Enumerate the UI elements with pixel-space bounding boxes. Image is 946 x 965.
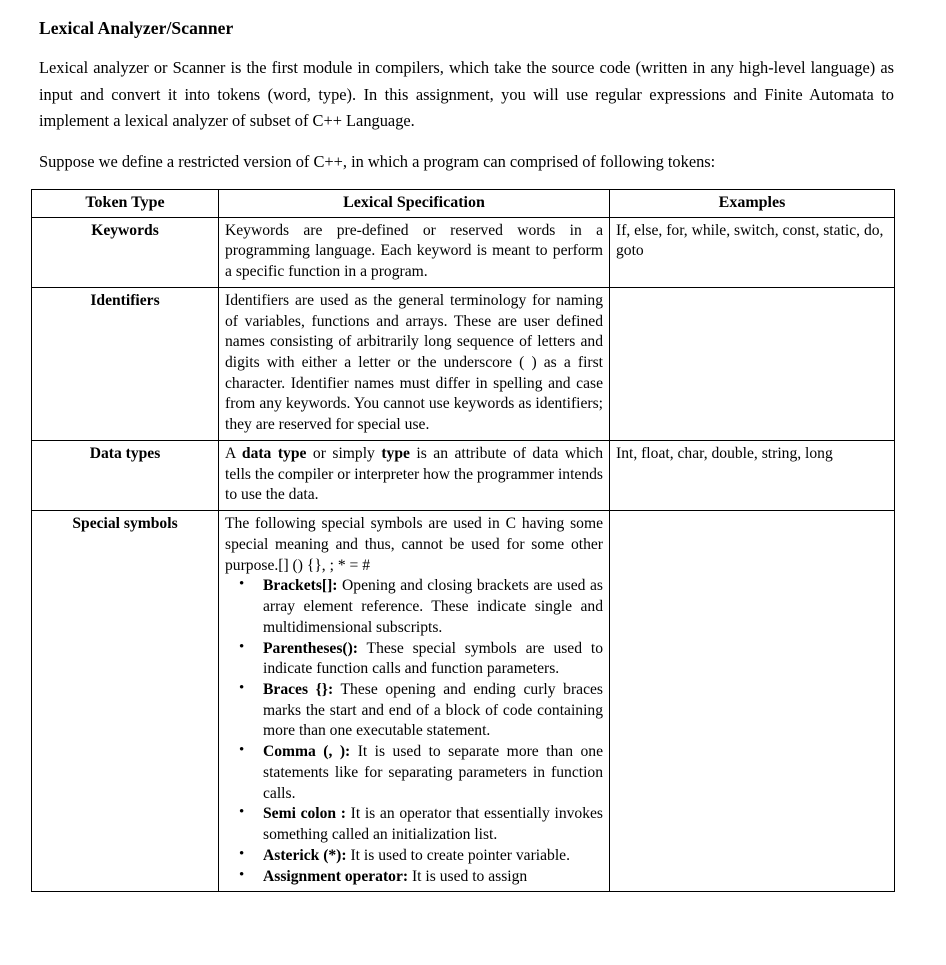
list-item: [225, 680, 603, 742]
bullet-term: Semi colon :: [263, 805, 346, 823]
cell-examples: [610, 287, 895, 440]
bullet-term: Comma (, ):: [263, 743, 351, 761]
list-item: [225, 804, 603, 845]
intro-paragraph-1: Lexical analyzer or Scanner is the first module in compilers, which take the source code (written in any high-level language) as input and convert it into tokens (word, type). In this assignment, you will use regular expressions and Finite Automata to implement a lexical analyzer of subset of C++ Language.: [39, 58, 894, 131]
spec-text-part: is an attribute of data which tells the compiler or interpreter how the programmer intends to use the data.: [225, 444, 603, 504]
list-item: [225, 867, 603, 888]
specification-text: [225, 444, 603, 506]
bullet-term: Braces {}:: [263, 681, 334, 698]
cell-specification: Identifiers are used as the general terminology for naming of variables, functions and arrays. These are user defined names consisting of arbitrarily long sequence of letters and digits with either a letter or the underscore ( ) as a first character. Identifier names must differ in spelling and case from any keywords. You cannot use keywords as identifiers; they are reserved for special use.: [219, 287, 610, 440]
bullet-icon: •: [239, 845, 245, 862]
table-row: [32, 440, 895, 510]
bullet-text: These opening and ending curly braces marks the start and end of a block of code containing more than one executable statement.: [263, 681, 603, 740]
bullet-text: These special symbols are used to indicate function calls and function parameters.: [263, 639, 603, 678]
table-row: [32, 217, 895, 287]
list-item: [225, 639, 603, 680]
cell-token-type: Special symbols: [32, 511, 219, 892]
bullet-icon: •: [239, 576, 245, 593]
bullet-term: Parentheses():: [263, 639, 358, 657]
table-row: [32, 287, 895, 440]
column-header-examples: Examples: [610, 190, 895, 217]
bullet-text: It is an operator that essentially invokes something called an initialization list.: [263, 805, 603, 844]
page-title: Lexical Analyzer/Scanner: [39, 18, 234, 38]
bullet-term: Asterick (*):: [263, 846, 347, 864]
bullet-text: Opening and closing brackets are used as array element reference. These indicate single and multidimensional subscripts.: [263, 577, 603, 636]
bullet-icon: •: [239, 742, 245, 759]
list-item: [225, 742, 603, 804]
list-item: [225, 846, 603, 867]
spec-bold-data: data: [241, 444, 272, 462]
bullet-icon: •: [239, 638, 245, 655]
table-row: [32, 511, 895, 892]
bullet-text: It is used to assign: [408, 867, 528, 885]
list-item: [225, 576, 603, 638]
cell-specification: [219, 511, 610, 892]
bullet-text: It is used to separate more than one statements like for separating parameters in function calls.: [263, 743, 604, 802]
column-header-lexical-specification: Lexical Specification: [219, 190, 610, 217]
special-symbols-intro: The following special symbols are used in C having some special meaning and thus, cannot be used for some other purpose.[] () {}, ; * = #: [225, 515, 603, 574]
column-header-token-type: Token Type: [32, 190, 219, 217]
bullet-term: Assignment operator:: [263, 867, 409, 885]
cell-examples: Int, float, char, double, string, long: [610, 440, 895, 510]
bullet-term: Brackets[]:: [263, 577, 338, 595]
bullet-icon: •: [239, 804, 245, 821]
special-symbols-list: [225, 576, 603, 887]
spec-text-part: A: [225, 444, 242, 462]
spec-bold-type: type: [381, 444, 410, 462]
bullet-icon: •: [239, 866, 245, 883]
cell-examples: [610, 511, 895, 892]
cell-token-type: Identifiers: [32, 287, 219, 440]
bullet-icon: •: [239, 680, 245, 696]
spec-text-part: or simply: [306, 444, 382, 462]
cell-token-type: Data types: [32, 440, 219, 510]
token-specification-table: [31, 189, 895, 892]
cell-specification: Keywords are pre-defined or reserved words in a programming language. Each keyword is meant to perform a specific function in a program.: [219, 217, 610, 287]
spec-bold-type-word: type: [271, 444, 307, 462]
cell-examples: If, else, for, while, switch, const, static, do, goto: [610, 217, 895, 287]
table-header-row: [32, 190, 895, 217]
cell-token-type: Keywords: [32, 217, 219, 287]
intro-paragraph-2: Suppose we define a restricted version of C++, in which a program can comprised of following tokens:: [39, 151, 716, 171]
bullet-text: It is used to create pointer variable.: [346, 846, 570, 864]
cell-specification: [219, 440, 610, 510]
